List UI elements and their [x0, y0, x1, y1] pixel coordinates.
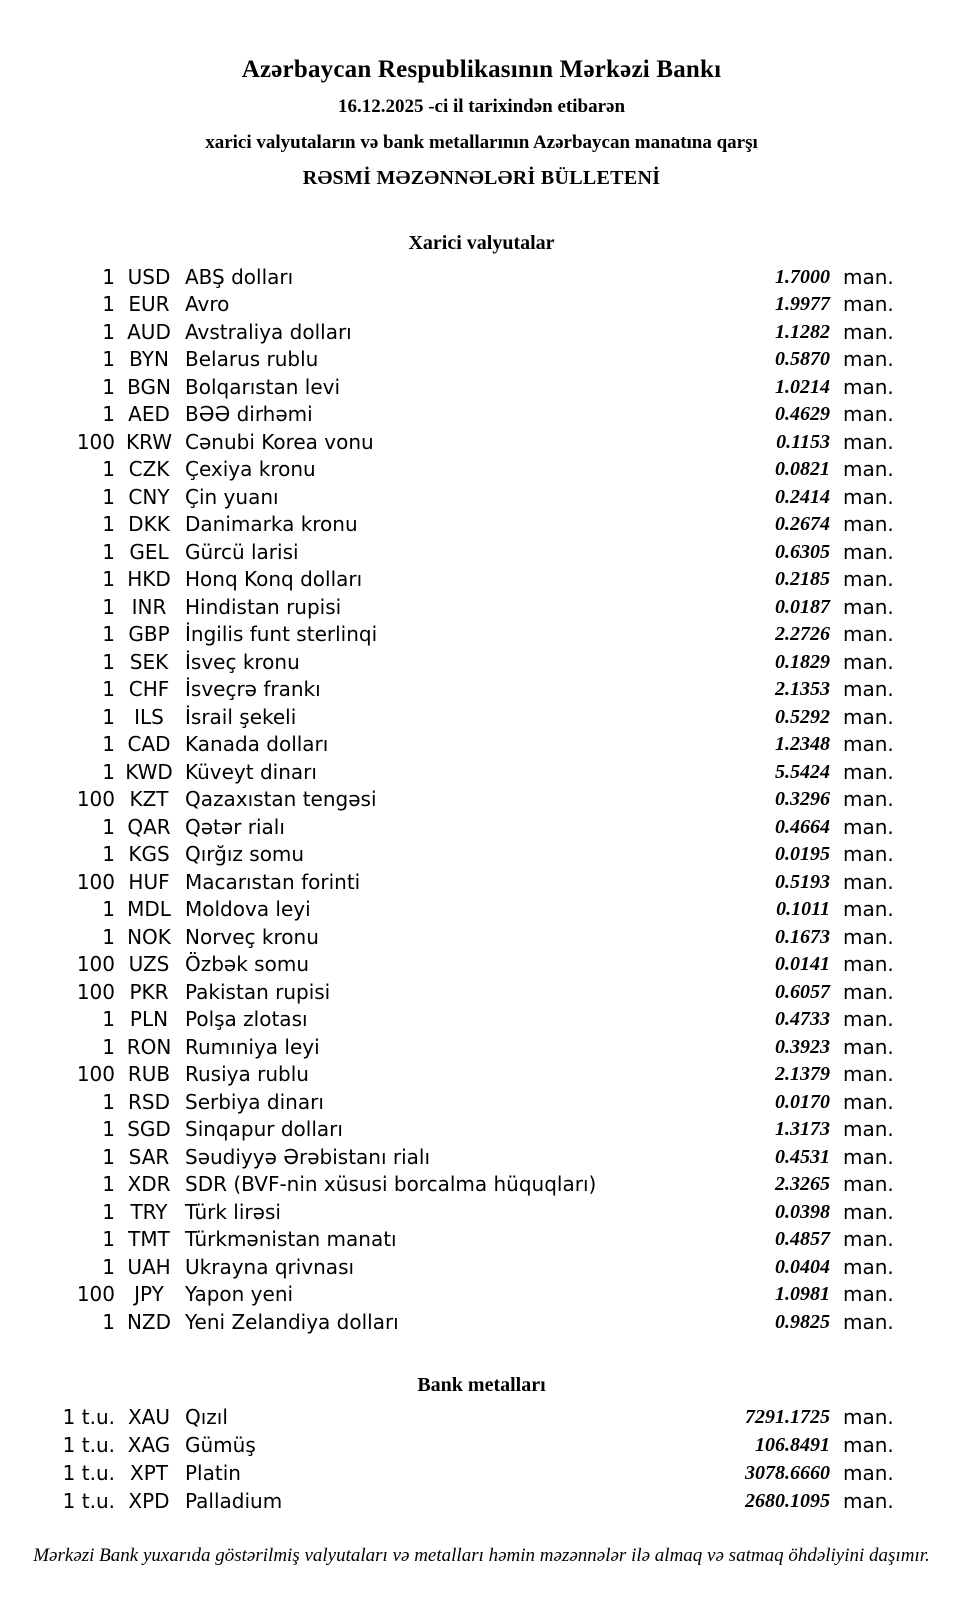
- metal-unit-label: man.: [843, 1404, 894, 1429]
- currency-row: [0, 731, 893, 759]
- currency-code: UAH: [127, 1254, 171, 1279]
- currency-name: Səudiyyə Ərəbistanı rialı: [185, 1144, 431, 1169]
- currency-code: SAR: [128, 1144, 170, 1169]
- currency-code: CZK: [128, 457, 170, 482]
- currency-row: [0, 1033, 893, 1061]
- currency-code: KRW: [126, 429, 172, 454]
- currency-quantity: 1: [102, 594, 115, 619]
- currency-code: TMT: [128, 1227, 170, 1252]
- currency-rate: 0.3923: [775, 1035, 830, 1058]
- currency-unit-label: man.: [843, 1034, 894, 1059]
- metal-rate: 106.8491: [755, 1433, 830, 1456]
- currency-name: Qırğız somu: [185, 842, 305, 867]
- metal-row: [0, 1431, 893, 1459]
- currency-name: Çexiya kronu: [185, 457, 316, 482]
- currency-name: Rusiya rublu: [185, 1062, 309, 1087]
- currency-name: Moldova leyi: [185, 897, 311, 922]
- currency-quantity: 1: [102, 649, 115, 674]
- currencies-section-title: Xarici valyutalar: [408, 232, 555, 254]
- currency-row: [0, 566, 893, 594]
- currency-quantity: 1: [102, 1034, 115, 1059]
- currency-unit-label: man.: [843, 292, 894, 317]
- currency-unit-label: man.: [843, 952, 894, 977]
- currency-quantity: 1: [102, 1172, 115, 1197]
- currency-name: ABŞ dolları: [185, 264, 294, 289]
- currency-row: [0, 1006, 893, 1034]
- currency-unit-label: man.: [843, 1089, 894, 1114]
- currency-quantity: 1: [102, 319, 115, 344]
- currency-name: Qətər rialı: [185, 814, 285, 839]
- currency-rate: 1.0214: [775, 375, 830, 398]
- currency-quantity: 1: [102, 704, 115, 729]
- currency-quantity: 1: [102, 457, 115, 482]
- currency-code: XDR: [127, 1172, 171, 1197]
- currency-name: Pakistan rupisi: [185, 979, 331, 1004]
- currency-row: [0, 786, 893, 814]
- currency-row: [0, 676, 893, 704]
- currency-name: SDR (BVF-nin xüsusi borcalma hüquqları): [185, 1172, 597, 1197]
- currency-rate: 0.0141: [775, 953, 830, 976]
- currency-rate: 0.4531: [775, 1145, 830, 1168]
- currency-row: [0, 813, 893, 841]
- currency-row: [0, 1226, 893, 1254]
- currency-row: [0, 1198, 893, 1226]
- disclaimer-text: Mərkəzi Bank yuxarıda göstərilmiş valyutaları və metalları həmin məzənnələr ilə almaq və satmaq öhdəliyini daşımır.: [33, 1544, 930, 1566]
- metal-row: [0, 1403, 893, 1431]
- currency-row: [0, 1143, 893, 1171]
- metal-quantity: 1 t.u.: [62, 1432, 115, 1457]
- currency-name: Özbək somu: [185, 952, 309, 977]
- currency-unit-label: man.: [843, 759, 894, 784]
- currency-name: Ukrayna qrivnası: [185, 1254, 355, 1279]
- currency-rate: 1.7000: [775, 265, 830, 288]
- currency-code: KGS: [128, 842, 170, 867]
- currency-rate: 0.0170: [775, 1090, 830, 1113]
- currency-rate: 0.4857: [775, 1228, 830, 1251]
- currency-code: PLN: [129, 1007, 169, 1032]
- currency-row: [0, 263, 893, 291]
- currency-unit-label: man.: [843, 677, 894, 702]
- currency-quantity: 1: [102, 292, 115, 317]
- currency-rate: 2.3265: [775, 1173, 830, 1196]
- currency-code: INR: [131, 594, 167, 619]
- currency-quantity: 1: [102, 677, 115, 702]
- currency-row: [0, 1253, 893, 1281]
- currency-quantity: 100: [76, 787, 115, 812]
- currency-row: [0, 703, 893, 731]
- currency-name: Norveç kronu: [185, 924, 319, 949]
- currency-name: BƏƏ dirhəmi: [185, 402, 313, 427]
- currency-quantity: 1: [102, 1199, 115, 1224]
- currency-unit-label: man.: [843, 264, 894, 289]
- currency-unit-label: man.: [843, 622, 894, 647]
- currency-quantity: 1: [102, 512, 115, 537]
- currency-rate: 1.9977: [775, 293, 830, 316]
- currency-quantity: 100: [76, 869, 115, 894]
- currency-rate: 2.1353: [775, 678, 830, 701]
- currency-rate: 0.1829: [775, 650, 830, 673]
- currency-name: Çin yuanı: [185, 484, 279, 509]
- currency-quantity: 100: [76, 952, 115, 977]
- metal-unit-label: man.: [843, 1488, 894, 1513]
- currency-rate: 0.0187: [775, 595, 830, 618]
- currency-unit-label: man.: [843, 979, 894, 1004]
- currency-code: DKK: [128, 512, 170, 537]
- currency-code: UZS: [128, 952, 170, 977]
- currency-unit-label: man.: [843, 1227, 894, 1252]
- metal-code: XPD: [128, 1488, 170, 1513]
- currency-row: [0, 621, 893, 649]
- currency-rate: 0.0821: [775, 458, 830, 481]
- currency-rate: 0.4733: [775, 1008, 830, 1031]
- currency-unit-label: man.: [843, 1172, 894, 1197]
- currency-name: Rumıniya leyi: [185, 1034, 320, 1059]
- currency-unit-label: man.: [843, 897, 894, 922]
- currency-rate: 0.1153: [776, 430, 830, 453]
- currency-name: Qazaxıstan tengəsi: [185, 787, 377, 812]
- bank-name-title: Azərbaycan Respublikasının Mərkəzi Bankı: [241, 56, 722, 83]
- currency-quantity: 100: [76, 979, 115, 1004]
- currency-code: KZT: [129, 787, 169, 812]
- currency-row: [0, 318, 893, 346]
- currency-row: [0, 511, 893, 539]
- currency-code: PKR: [129, 979, 169, 1004]
- currency-row: [0, 428, 893, 456]
- currency-unit-label: man.: [843, 814, 894, 839]
- currency-unit-label: man.: [843, 704, 894, 729]
- currency-quantity: 1: [102, 264, 115, 289]
- currency-code: SEK: [129, 649, 169, 674]
- currency-name: Serbiya dinarı: [185, 1089, 324, 1114]
- metal-quantity: 1 t.u.: [62, 1488, 115, 1513]
- currency-row: [0, 951, 893, 979]
- currency-name: Avro: [185, 292, 230, 317]
- currency-unit-label: man.: [843, 539, 894, 564]
- metal-unit-label: man.: [843, 1460, 894, 1485]
- currency-name: Honq Konq dolları: [185, 567, 363, 592]
- currency-rate: 0.2674: [775, 513, 830, 536]
- currency-unit-label: man.: [843, 732, 894, 757]
- currency-code: ILS: [134, 704, 164, 729]
- currency-name: Türkmənistan manatı: [185, 1227, 397, 1252]
- currency-name: İngilis funt sterlinqi: [185, 622, 378, 647]
- metal-rate: 2680.1095: [745, 1489, 830, 1512]
- bulletin-header: [0, 0, 963, 190]
- currency-name: Sinqapur dolları: [185, 1117, 343, 1142]
- currency-code: EUR: [128, 292, 170, 317]
- currency-unit-label: man.: [843, 787, 894, 812]
- currency-code: NZD: [126, 1309, 172, 1334]
- currency-unit-label: man.: [843, 1117, 894, 1142]
- currency-quantity: 1: [102, 842, 115, 867]
- metal-name: Palladium: [185, 1488, 283, 1513]
- currency-rate: 0.1011: [776, 898, 830, 921]
- currencies-table: [0, 263, 893, 1336]
- currency-name: Bolqarıstan levi: [185, 374, 341, 399]
- currency-row: [0, 868, 893, 896]
- bulletin-title: RƏSMİ MƏZƏNNƏLƏRİ BÜLLETENİ: [302, 167, 661, 189]
- currency-unit-label: man.: [843, 567, 894, 592]
- currency-rate: 0.0404: [775, 1255, 830, 1278]
- currency-quantity: 1: [102, 1227, 115, 1252]
- currency-rate: 0.0195: [775, 843, 830, 866]
- currency-name: İsrail şekeli: [185, 704, 297, 729]
- currency-code: USD: [127, 264, 171, 289]
- currency-name: Avstraliya dolları: [185, 319, 352, 344]
- subtitle-line: xarici valyutaların və bank metallarının Azərbaycan manatına qarşı: [205, 132, 758, 153]
- currency-name: Cənubi Korea vonu: [185, 429, 374, 454]
- currency-row: [0, 291, 893, 319]
- currency-unit-label: man.: [843, 1254, 894, 1279]
- currency-quantity: 1: [102, 1007, 115, 1032]
- currency-code: CNY: [128, 484, 170, 509]
- currency-row: [0, 456, 893, 484]
- currency-rate: 0.5193: [775, 870, 830, 893]
- currency-row: [0, 648, 893, 676]
- currency-rate: 0.3296: [775, 788, 830, 811]
- effective-date-line: 16.12.2025 -ci il tarixindən etibarən: [337, 96, 626, 117]
- currency-code: JPY: [134, 1282, 164, 1307]
- currency-unit-label: man.: [843, 1309, 894, 1334]
- currency-quantity: 1: [102, 924, 115, 949]
- currency-row: [0, 758, 893, 786]
- currency-name: İsveçrə frankı: [185, 677, 321, 702]
- currency-code: AUD: [127, 319, 171, 344]
- currency-code: RUB: [127, 1062, 171, 1087]
- currency-unit-label: man.: [843, 1144, 894, 1169]
- currency-name: Türk lirəsi: [185, 1199, 281, 1224]
- currency-row: [0, 1061, 893, 1089]
- metal-row: [0, 1487, 893, 1515]
- currency-row: [0, 841, 893, 869]
- currency-name: Hindistan rupisi: [185, 594, 342, 619]
- metal-rate: 3078.6660: [745, 1461, 830, 1484]
- currency-quantity: 1: [102, 759, 115, 784]
- currency-quantity: 1: [102, 732, 115, 757]
- currency-code: NOK: [127, 924, 171, 949]
- currency-unit-label: man.: [843, 1199, 894, 1224]
- currency-row: [0, 346, 893, 374]
- currency-row: [0, 373, 893, 401]
- currency-quantity: 1: [102, 897, 115, 922]
- currency-quantity: 100: [76, 1062, 115, 1087]
- currency-unit-label: man.: [843, 319, 894, 344]
- currency-rate: 0.0398: [775, 1200, 830, 1223]
- metals-table: [0, 1403, 893, 1515]
- currency-name: Kanada dolları: [185, 732, 329, 757]
- metals-section-title: Bank metalları: [417, 1373, 546, 1396]
- currency-unit-label: man.: [843, 1007, 894, 1032]
- currency-rate: 0.6057: [775, 980, 830, 1003]
- currency-unit-label: man.: [843, 594, 894, 619]
- currency-code: CAD: [127, 732, 171, 757]
- currency-unit-label: man.: [843, 1282, 894, 1307]
- currency-rate: 2.2726: [775, 623, 830, 646]
- currency-code: GEL: [129, 539, 169, 564]
- currency-quantity: 1: [102, 814, 115, 839]
- currency-name: Gürcü larisi: [185, 539, 299, 564]
- currency-code: HUF: [128, 869, 170, 894]
- currency-row: [0, 1088, 893, 1116]
- currency-code: SGD: [127, 1117, 171, 1142]
- currency-row: [0, 538, 893, 566]
- metal-quantity: 1 t.u.: [62, 1404, 115, 1429]
- currency-row: [0, 978, 893, 1006]
- currency-unit-label: man.: [843, 429, 894, 454]
- metal-name: Gümüş: [185, 1432, 256, 1457]
- currency-row: [0, 896, 893, 924]
- currency-unit-label: man.: [843, 402, 894, 427]
- currency-quantity: 1: [102, 1089, 115, 1114]
- currency-unit-label: man.: [843, 924, 894, 949]
- currency-row: [0, 483, 893, 511]
- currency-rate: 5.5424: [775, 760, 830, 783]
- currency-rate: 1.2348: [775, 733, 830, 756]
- currency-rate: 0.1673: [775, 925, 830, 948]
- currency-unit-label: man.: [843, 842, 894, 867]
- currency-name: Danimarka kronu: [185, 512, 358, 537]
- currency-quantity: 1: [102, 1117, 115, 1142]
- currency-name: Yapon yeni: [185, 1282, 294, 1307]
- metal-name: Qızıl: [185, 1404, 228, 1429]
- currency-rate: 0.5292: [775, 705, 830, 728]
- metal-quantity: 1 t.u.: [62, 1460, 115, 1485]
- currency-row: [0, 1171, 893, 1199]
- currency-name: Küveyt dinarı: [185, 759, 317, 784]
- currency-rate: 0.6305: [775, 540, 830, 563]
- currency-code: RON: [126, 1034, 172, 1059]
- currency-rate: 1.3173: [775, 1118, 830, 1141]
- currency-code: QAR: [127, 814, 171, 839]
- currency-code: BYN: [129, 347, 169, 372]
- metal-code: XAG: [127, 1432, 171, 1457]
- currency-quantity: 1: [102, 1144, 115, 1169]
- currency-rate: 0.2185: [775, 568, 830, 591]
- currency-row: [0, 923, 893, 951]
- currency-name: Polşa zlotası: [185, 1007, 308, 1032]
- currency-code: RSD: [128, 1089, 170, 1114]
- metal-code: XAU: [127, 1404, 171, 1429]
- currency-row: [0, 1281, 893, 1309]
- currency-rate: 2.1379: [775, 1063, 830, 1086]
- currency-name: Yeni Zelandiya dolları: [185, 1309, 399, 1334]
- currency-name: İsveç kronu: [185, 649, 300, 674]
- currency-quantity: 100: [76, 429, 115, 454]
- currency-unit-label: man.: [843, 512, 894, 537]
- currency-code: BGN: [127, 374, 171, 399]
- currency-rate: 0.5870: [775, 348, 830, 371]
- currency-code: MDL: [127, 897, 171, 922]
- currency-unit-label: man.: [843, 484, 894, 509]
- currency-unit-label: man.: [843, 649, 894, 674]
- currency-quantity: 1: [102, 539, 115, 564]
- currency-quantity: 1: [102, 374, 115, 399]
- currency-quantity: 1: [102, 347, 115, 372]
- currency-unit-label: man.: [843, 374, 894, 399]
- currency-code: AED: [128, 402, 170, 427]
- metal-row: [0, 1459, 893, 1487]
- currency-rate: 0.2414: [775, 485, 830, 508]
- metal-code: XPT: [130, 1460, 168, 1485]
- currency-quantity: 100: [76, 1282, 115, 1307]
- currency-code: HKD: [127, 567, 171, 592]
- currency-code: TRY: [130, 1199, 168, 1224]
- currency-row: [0, 1308, 893, 1336]
- metal-unit-label: man.: [843, 1432, 894, 1457]
- currency-code: KWD: [125, 759, 173, 784]
- metal-name: Platin: [185, 1460, 241, 1485]
- currency-rate: 1.1282: [775, 320, 830, 343]
- currency-quantity: 1: [102, 402, 115, 427]
- currency-code: CHF: [128, 677, 170, 702]
- currency-unit-label: man.: [843, 347, 894, 372]
- metal-rate: 7291.1725: [745, 1405, 830, 1428]
- currency-code: GBP: [128, 622, 170, 647]
- currency-row: [0, 1116, 893, 1144]
- currency-rate: 1.0981: [775, 1283, 830, 1306]
- currency-row: [0, 593, 893, 621]
- currency-quantity: 1: [102, 622, 115, 647]
- currency-quantity: 1: [102, 1309, 115, 1334]
- currency-name: Macarıstan forinti: [185, 869, 361, 894]
- currency-quantity: 1: [102, 567, 115, 592]
- currency-unit-label: man.: [843, 457, 894, 482]
- currency-rate: 0.4629: [775, 403, 830, 426]
- currency-rate: 0.9825: [775, 1310, 830, 1333]
- currency-quantity: 1: [102, 484, 115, 509]
- currency-unit-label: man.: [843, 869, 894, 894]
- currency-name: Belarus rublu: [185, 347, 319, 372]
- currency-row: [0, 401, 893, 429]
- currency-rate: 0.4664: [775, 815, 830, 838]
- currency-quantity: 1: [102, 1254, 115, 1279]
- currency-unit-label: man.: [843, 1062, 894, 1087]
